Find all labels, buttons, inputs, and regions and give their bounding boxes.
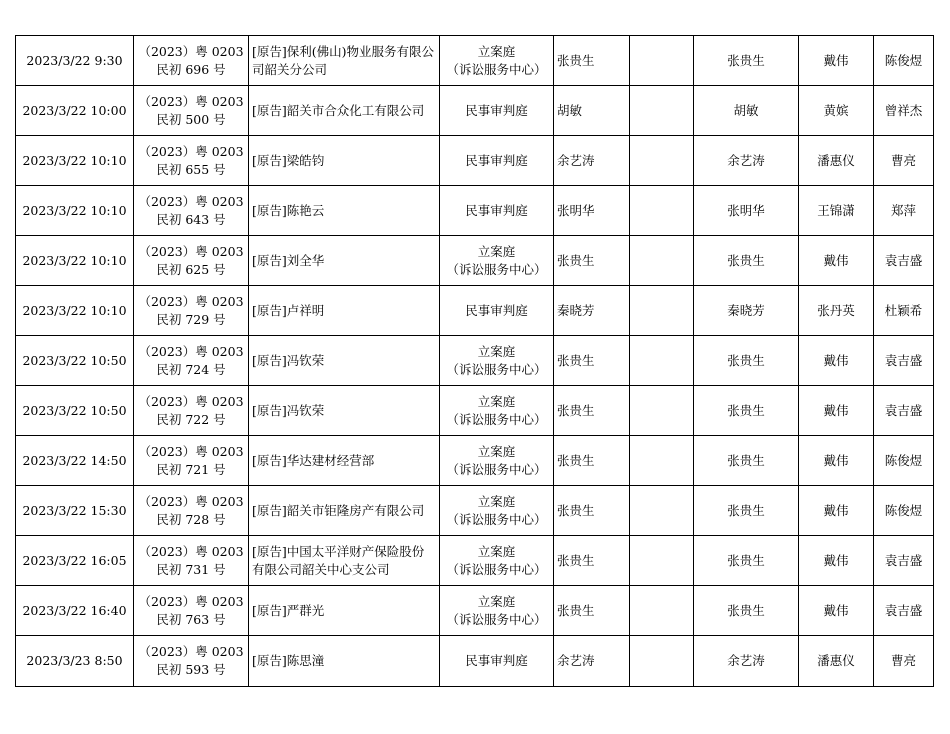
- empty-cell: [630, 436, 694, 486]
- case-number-text: 民初 731 号: [156, 561, 226, 577]
- hearing-time-cell: [16, 136, 134, 186]
- judge-text: 张贵生: [727, 252, 765, 268]
- tribunal-text: （诉讼服务中心）: [446, 361, 547, 377]
- presiding-judge-cell: [554, 36, 630, 86]
- judge-cell: [694, 186, 799, 236]
- clerk-cell: [874, 586, 934, 636]
- party-cell: [249, 586, 440, 636]
- clerk-cell: [874, 286, 934, 336]
- presiding-judge-cell: [554, 536, 630, 586]
- case-number-text: 民初 593 号: [156, 662, 226, 677]
- case-number-cell: [134, 86, 249, 136]
- presiding-judge-cell: [554, 336, 630, 386]
- party-text: [原告]保利(佛山)物业服务有限公司韶关分公司: [252, 43, 435, 77]
- assistant-text: 张丹英: [817, 302, 855, 318]
- case-number-text: 民初 500 号: [156, 111, 226, 127]
- tribunal-text: 立案庭: [477, 43, 516, 59]
- case-number-text: （2023）粤 0203: [138, 443, 244, 459]
- hearing-time-text: 2023/3/22 9:30: [26, 52, 123, 68]
- hearing-time-text: 2023/3/22 10:10: [22, 302, 127, 318]
- case-number-text: 民初 729 号: [156, 311, 226, 327]
- hearing-time-text: 2023/3/22 10:50: [22, 352, 127, 368]
- case-number-cell: [134, 636, 249, 687]
- assistant-cell: [799, 336, 874, 386]
- judge-cell: [694, 586, 799, 636]
- judge-text: 张贵生: [727, 502, 765, 518]
- presiding-judge-text: 秦晓芳: [557, 302, 595, 318]
- case-number-text: （2023）粤 0203: [138, 543, 244, 559]
- tribunal-text: 立案庭: [477, 543, 516, 559]
- presiding-judge-text: 张贵生: [557, 252, 595, 268]
- presiding-judge-text: 张贵生: [557, 602, 595, 618]
- party-text: [原告]华达建材经营部: [252, 452, 375, 468]
- tribunal-cell: [440, 336, 554, 386]
- clerk-text: 曹亮: [890, 653, 916, 668]
- presiding-judge-text: 张贵生: [557, 552, 595, 568]
- hearing-time-text: 2023/3/22 10:10: [22, 152, 127, 168]
- hearing-time-cell: [16, 386, 134, 436]
- party-text: [原告]韶关市合众化工有限公司: [252, 102, 425, 118]
- case-number-cell: [134, 136, 249, 186]
- hearing-time-cell: [16, 436, 134, 486]
- clerk-cell: [874, 486, 934, 536]
- case-number-cell: [134, 236, 249, 286]
- assistant-cell: [799, 136, 874, 186]
- empty-cell: [630, 36, 694, 86]
- clerk-cell: [874, 236, 934, 286]
- tribunal-text: 立案庭: [477, 343, 516, 359]
- party-cell: [249, 486, 440, 536]
- presiding-judge-text: 张明华: [557, 202, 595, 218]
- presiding-judge-text: 胡敏: [557, 102, 583, 118]
- tribunal-cell: [440, 86, 554, 136]
- table-row: [16, 386, 934, 436]
- case-number-text: （2023）粤 0203: [138, 243, 244, 259]
- judge-text: 张贵生: [727, 352, 765, 368]
- party-text: [原告]刘全华: [252, 252, 325, 268]
- case-number-text: （2023）粤 0203: [138, 293, 244, 309]
- tribunal-text: 立案庭: [477, 443, 516, 459]
- tribunal-text: （诉讼服务中心）: [446, 261, 547, 277]
- case-number-text: （2023）粤 0203: [138, 193, 244, 209]
- party-cell: [249, 386, 440, 436]
- tribunal-cell: [440, 636, 554, 687]
- hearing-time-cell: [16, 186, 134, 236]
- hearing-time-cell: [16, 586, 134, 636]
- table-body: [16, 36, 934, 687]
- case-number-cell: [134, 36, 249, 86]
- clerk-text: 陈俊煜: [884, 452, 923, 468]
- party-cell: [249, 436, 440, 486]
- tribunal-cell: [440, 286, 554, 336]
- case-number-text: （2023）粤 0203: [138, 143, 244, 159]
- hearing-time-cell: [16, 286, 134, 336]
- judge-cell: [694, 636, 799, 687]
- assistant-text: 戴伟: [823, 352, 849, 368]
- assistant-cell: [799, 236, 874, 286]
- case-number-text: 民初 696 号: [156, 61, 226, 77]
- table-row: [16, 536, 934, 586]
- table-row: [16, 136, 934, 186]
- tribunal-text: （诉讼服务中心）: [446, 561, 547, 577]
- judge-cell: [694, 136, 799, 186]
- judge-text: 余艺涛: [727, 152, 765, 168]
- assistant-cell: [799, 586, 874, 636]
- case-number-text: （2023）粤 0203: [138, 644, 244, 659]
- case-number-text: （2023）粤 0203: [138, 93, 244, 109]
- tribunal-cell: [440, 36, 554, 86]
- empty-cell: [630, 186, 694, 236]
- clerk-cell: [874, 536, 934, 586]
- judge-text: 张贵生: [727, 552, 765, 568]
- judge-cell: [694, 86, 799, 136]
- assistant-cell: [799, 186, 874, 236]
- presiding-judge-cell: [554, 586, 630, 636]
- hearing-time-cell: [16, 536, 134, 586]
- empty-cell: [630, 386, 694, 436]
- judge-cell: [694, 286, 799, 336]
- clerk-text: 袁吉盛: [884, 352, 923, 368]
- presiding-judge-cell: [554, 186, 630, 236]
- clerk-text: 郑萍: [890, 202, 916, 218]
- assistant-text: 戴伟: [823, 502, 849, 518]
- tribunal-cell: [440, 236, 554, 286]
- tribunal-text: 民事审判庭: [465, 152, 528, 168]
- tribunal-text: （诉讼服务中心）: [446, 511, 547, 527]
- presiding-judge-cell: [554, 486, 630, 536]
- tribunal-cell: [440, 586, 554, 636]
- party-text: [原告]严群光: [252, 602, 325, 618]
- clerk-cell: [874, 386, 934, 436]
- empty-cell: [630, 336, 694, 386]
- hearing-time-text: 2023/3/22 16:40: [22, 602, 127, 618]
- case-number-text: 民初 721 号: [156, 461, 226, 477]
- assistant-cell: [799, 436, 874, 486]
- tribunal-text: （诉讼服务中心）: [446, 611, 547, 627]
- table-row: [16, 336, 934, 386]
- case-number-text: （2023）粤 0203: [138, 493, 244, 509]
- judge-cell: [694, 336, 799, 386]
- tribunal-cell: [440, 436, 554, 486]
- presiding-judge-text: 张贵生: [557, 452, 595, 468]
- tribunal-text: 民事审判庭: [465, 102, 528, 118]
- presiding-judge-text: 张贵生: [557, 502, 595, 518]
- hearing-time-cell: [16, 36, 134, 86]
- judge-cell: [694, 36, 799, 86]
- clerk-text: 曹亮: [890, 152, 916, 168]
- table-row: [16, 236, 934, 286]
- hearing-time-cell: [16, 636, 134, 687]
- party-cell: [249, 286, 440, 336]
- clerk-text: 陈俊煜: [884, 52, 923, 68]
- tribunal-cell: [440, 386, 554, 436]
- presiding-judge-text: 余艺涛: [557, 152, 595, 168]
- hearing-time-cell: [16, 486, 134, 536]
- judge-cell: [694, 236, 799, 286]
- assistant-cell: [799, 286, 874, 336]
- presiding-judge-cell: [554, 86, 630, 136]
- assistant-text: 戴伟: [823, 252, 849, 268]
- assistant-text: 戴伟: [823, 52, 849, 68]
- table-row: [16, 286, 934, 336]
- assistant-text: 潘惠仪: [817, 152, 855, 168]
- party-cell: [249, 136, 440, 186]
- tribunal-cell: [440, 536, 554, 586]
- judge-text: 张贵生: [727, 452, 765, 468]
- party-cell: [249, 36, 440, 86]
- assistant-text: 黄嫔: [823, 102, 849, 118]
- case-number-text: （2023）粤 0203: [138, 343, 244, 359]
- clerk-text: 袁吉盛: [884, 402, 923, 418]
- table-row: [16, 36, 934, 86]
- judge-cell: [694, 536, 799, 586]
- party-text: [原告]卢祥明: [252, 302, 325, 318]
- party-cell: [249, 86, 440, 136]
- assistant-cell: [799, 486, 874, 536]
- presiding-judge-text: 张贵生: [557, 402, 595, 418]
- hearing-time-text: 2023/3/22 10:10: [22, 202, 127, 218]
- case-number-cell: [134, 386, 249, 436]
- assistant-text: 戴伟: [823, 602, 849, 618]
- party-text: [原告]韶关市钜隆房产有限公司: [252, 502, 425, 518]
- tribunal-text: 民事审判庭: [465, 202, 528, 218]
- judge-text: 秦晓芳: [727, 302, 765, 318]
- judge-cell: [694, 386, 799, 436]
- tribunal-text: 立案庭: [477, 493, 516, 509]
- case-number-cell: [134, 286, 249, 336]
- assistant-cell: [799, 386, 874, 436]
- tribunal-cell: [440, 486, 554, 536]
- hearing-time-text: 2023/3/23 8:50: [26, 653, 123, 668]
- assistant-text: 潘惠仪: [817, 653, 855, 668]
- tribunal-text: 立案庭: [477, 393, 516, 409]
- tribunal-text: （诉讼服务中心）: [446, 411, 547, 427]
- hearing-time-cell: [16, 86, 134, 136]
- empty-cell: [630, 486, 694, 536]
- clerk-cell: [874, 136, 934, 186]
- hearing-time-text: 2023/3/22 10:00: [22, 102, 127, 118]
- clerk-text: 袁吉盛: [884, 602, 923, 618]
- presiding-judge-text: 张贵生: [557, 352, 595, 368]
- party-text: [原告]中国太平洋财产保险股份有限公司韶关中心支公司: [252, 543, 425, 577]
- presiding-judge-text: 张贵生: [557, 52, 595, 68]
- party-cell: [249, 186, 440, 236]
- judge-text: 张明华: [727, 202, 765, 218]
- presiding-judge-cell: [554, 286, 630, 336]
- clerk-cell: [874, 36, 934, 86]
- judge-text: 张贵生: [727, 402, 765, 418]
- table-row: [16, 636, 934, 687]
- judge-text: 张贵生: [727, 602, 765, 618]
- case-number-cell: [134, 436, 249, 486]
- tribunal-text: 民事审判庭: [465, 653, 528, 668]
- table-row: [16, 486, 934, 536]
- judge-text: 张贵生: [727, 52, 765, 68]
- assistant-cell: [799, 636, 874, 687]
- case-number-text: （2023）粤 0203: [138, 393, 244, 409]
- party-cell: [249, 336, 440, 386]
- hearing-time-text: 2023/3/22 14:50: [22, 452, 127, 468]
- assistant-text: 戴伟: [823, 452, 849, 468]
- tribunal-cell: [440, 136, 554, 186]
- hearing-time-cell: [16, 236, 134, 286]
- assistant-text: 戴伟: [823, 402, 849, 418]
- empty-cell: [630, 586, 694, 636]
- judge-cell: [694, 436, 799, 486]
- case-number-text: （2023）粤 0203: [138, 593, 244, 609]
- case-number-cell: [134, 536, 249, 586]
- assistant-cell: [799, 86, 874, 136]
- case-number-text: 民初 724 号: [156, 361, 226, 377]
- assistant-cell: [799, 36, 874, 86]
- clerk-text: 陈俊煜: [884, 502, 923, 518]
- tribunal-text: 立案庭: [477, 593, 516, 609]
- party-text: [原告]冯钦荣: [252, 402, 325, 418]
- case-number-text: 民初 722 号: [156, 411, 226, 427]
- empty-cell: [630, 286, 694, 336]
- assistant-text: 王锦潇: [817, 202, 855, 218]
- empty-cell: [630, 536, 694, 586]
- party-text: [原告]冯钦荣: [252, 352, 325, 368]
- case-number-cell: [134, 186, 249, 236]
- clerk-cell: [874, 186, 934, 236]
- party-text: [原告]陈艳云: [252, 202, 325, 218]
- case-number-cell: [134, 586, 249, 636]
- clerk-text: 袁吉盛: [884, 252, 923, 268]
- presiding-judge-text: 余艺涛: [557, 653, 595, 668]
- judge-text: 余艺涛: [727, 653, 765, 668]
- table-row: [16, 586, 934, 636]
- case-number-text: （2023）粤 0203: [138, 43, 244, 59]
- case-number-text: 民初 655 号: [156, 161, 226, 177]
- party-text: [原告]梁皓钧: [252, 152, 325, 168]
- case-number-text: 民初 728 号: [156, 511, 226, 527]
- presiding-judge-cell: [554, 636, 630, 687]
- case-number-cell: [134, 486, 249, 536]
- assistant-text: 戴伟: [823, 552, 849, 568]
- tribunal-text: （诉讼服务中心）: [446, 461, 547, 477]
- hearing-time-cell: [16, 336, 134, 386]
- hearing-time-text: 2023/3/22 10:10: [22, 252, 127, 268]
- party-cell: [249, 636, 440, 687]
- empty-cell: [630, 136, 694, 186]
- table-row: [16, 436, 934, 486]
- party-text: [原告]陈思潼: [252, 653, 325, 668]
- tribunal-text: （诉讼服务中心）: [446, 61, 547, 77]
- presiding-judge-cell: [554, 136, 630, 186]
- clerk-cell: [874, 86, 934, 136]
- hearing-time-text: 2023/3/22 15:30: [22, 502, 127, 518]
- hearing-time-text: 2023/3/22 10:50: [22, 402, 127, 418]
- presiding-judge-cell: [554, 436, 630, 486]
- party-cell: [249, 536, 440, 586]
- judge-cell: [694, 486, 799, 536]
- clerk-text: 曾祥杰: [884, 102, 923, 118]
- case-number-text: 民初 625 号: [156, 261, 226, 277]
- hearing-schedule-table: [15, 35, 934, 687]
- tribunal-cell: [440, 186, 554, 236]
- empty-cell: [630, 86, 694, 136]
- case-number-text: 民初 643 号: [156, 211, 226, 227]
- clerk-cell: [874, 336, 934, 386]
- table-row: [16, 86, 934, 136]
- case-number-text: 民初 763 号: [156, 611, 226, 627]
- hearing-time-text: 2023/3/22 16:05: [22, 552, 127, 568]
- tribunal-text: 民事审判庭: [465, 302, 528, 318]
- party-cell: [249, 236, 440, 286]
- empty-cell: [630, 636, 694, 687]
- presiding-judge-cell: [554, 236, 630, 286]
- clerk-text: 袁吉盛: [884, 552, 923, 568]
- clerk-text: 杜颖希: [884, 302, 923, 318]
- table-row: [16, 186, 934, 236]
- empty-cell: [630, 236, 694, 286]
- clerk-cell: [874, 636, 934, 687]
- case-number-cell: [134, 336, 249, 386]
- assistant-cell: [799, 536, 874, 586]
- tribunal-text: 立案庭: [477, 243, 516, 259]
- presiding-judge-cell: [554, 386, 630, 436]
- judge-text: 胡敏: [733, 102, 759, 118]
- clerk-cell: [874, 436, 934, 486]
